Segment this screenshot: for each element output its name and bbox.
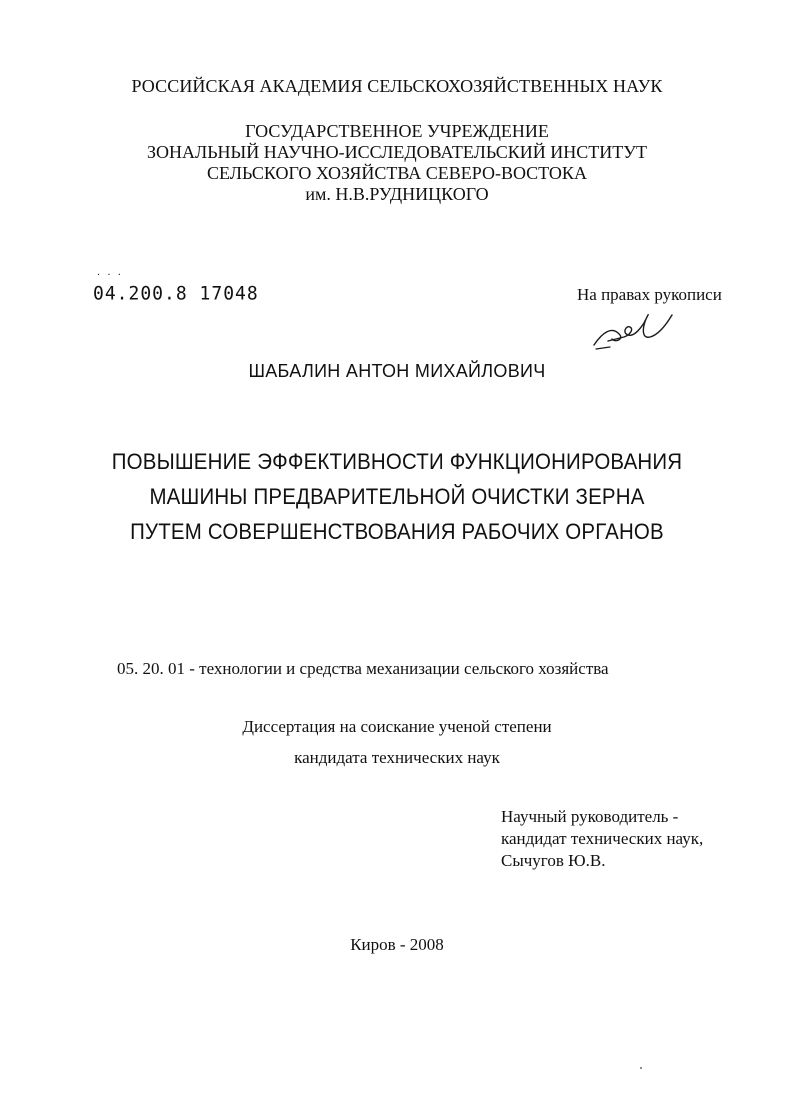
supervisor-line: Научный руководитель - (501, 807, 679, 826)
degree-line: Диссертация на соискание ученой степени (242, 717, 552, 736)
scan-speck (640, 1067, 642, 1069)
stamp-marks: · · · (97, 270, 123, 281)
supervisor-line: кандидат технических наук, (501, 829, 704, 848)
registration-stamp: 04.200.8 17048 (93, 282, 259, 305)
institution-line: ЗОНАЛЬНЫЙ НАУЧНО-ИССЛЕДОВАТЕЛЬСКИЙ ИНСТИТУТ (146, 142, 648, 162)
title-line: ПОВЫШЕНИЕ ЭФФЕКТИВНОСТИ ФУНКЦИОНИРОВАНИЯ (111, 449, 683, 474)
title-line: МАШИНЫ ПРЕДВАРИТЕЛЬНОЙ ОЧИСТКИ ЗЕРНА (149, 484, 645, 509)
manuscript-rights-label: На правах рукописи (577, 285, 722, 304)
institution-line: СЕЛЬСКОГО ХОЗЯЙСТВА СЕВЕРО-ВОСТОКА (207, 163, 587, 183)
specialty-code: 05. 20. 01 - технологии и средства механизации сельского хозяйства (117, 659, 609, 678)
institution-line: им. Н.В.РУДНИЦКОГО (305, 184, 489, 204)
city-year: Киров - 2008 (350, 935, 444, 954)
author-name: ШАБАЛИН АНТОН МИХАЙЛОВИЧ (248, 361, 546, 381)
title-line: ПУТЕМ СОВЕРШЕНСТВОВАНИЯ РАБОЧИХ ОРГАНОВ (130, 519, 664, 544)
institution-line: ГОСУДАРСТВЕННОЕ УЧРЕЖДЕНИЕ (245, 121, 549, 141)
signature-icon (590, 303, 680, 353)
supervisor-line: Сычугов Ю.В. (501, 851, 606, 870)
academy-name: РОССИЙСКАЯ АКАДЕМИЯ СЕЛЬСКОХОЗЯЙСТВЕННЫХ НАУК (131, 76, 663, 96)
degree-line: кандидата технических наук (294, 748, 500, 767)
